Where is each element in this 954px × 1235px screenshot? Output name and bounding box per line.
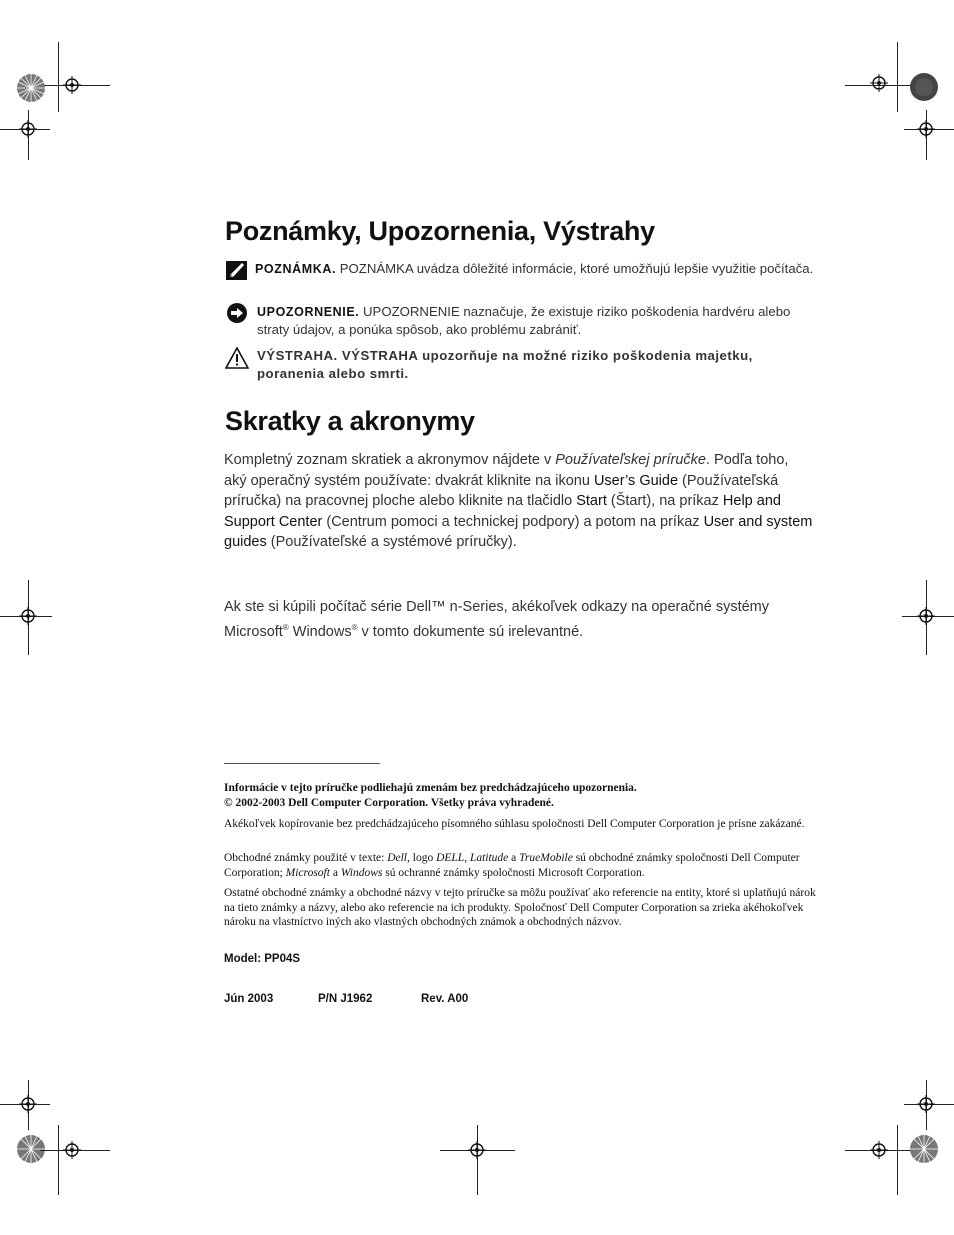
crop-line [897, 1125, 898, 1195]
trademark-name: Dell [387, 852, 407, 864]
trademark-text: sú obchodné známky spoločnosti Dell Computer Corporation; [224, 852, 800, 879]
change-notice: Informácie v tejto príručke podliehajú zmenám bez predchádzajúceho upozornenia. [224, 782, 637, 794]
abbrev-text: Kompletný zoznam skratiek a akronymov nájdete v [224, 452, 556, 468]
footnote-separator [224, 763, 380, 764]
trademark-text: sú ochranné známky spoločnosti Microsoft Corporation. [382, 866, 645, 879]
trademark-text: a [508, 852, 520, 864]
nseries-text: Ak ste si kúpili počítač série Dell™ n-Series, akékoľvek odkazy na operačné systémy Microsoft [224, 599, 769, 640]
trademark-name: DELL [436, 852, 465, 864]
trademark-text: , [464, 852, 470, 864]
registration-crosshair-icon [63, 1141, 81, 1159]
note-label: POZNÁMKA. [255, 262, 337, 276]
crop-line [58, 42, 59, 112]
nseries-text: v tomto dokumente sú irelevantné. [357, 623, 584, 640]
registration-crosshair-icon [19, 607, 37, 625]
crop-line [477, 1125, 478, 1195]
other-trademarks-notice: Ostatné obchodné známky a obchodné názvy v tejto príručke sa môžu používať ako referencie na entity, ktoré si uplatňujú nárok na tieto známky a názvy, alebo ako referencie na ich produkty. Spoločnosť Dell Computer Corporation sa zrieka akéhokoľvek nároku na vlastníctvo iných ako vlastných obchodných známok a obchodných názvov. [224, 887, 816, 928]
publication-date: Jún 2003 [224, 993, 274, 1005]
registration-crosshair-icon [19, 120, 37, 138]
registration-crosshair-icon [917, 607, 935, 625]
nseries-text: Windows [288, 623, 352, 640]
trademark-text: , logo [407, 852, 437, 864]
model-number: Model: PP04S [224, 953, 301, 965]
warning-notice [225, 347, 825, 387]
help-center-label: Help and Support Center [224, 493, 781, 530]
trademark-name: Latitude [469, 852, 509, 864]
users-guide-label: User’s Guide [593, 472, 679, 489]
warning-label: VÝSTRAHA. [257, 348, 338, 363]
note-text: POZNÁMKA uvádza dôležité informácie, ktoré umožňujú lepšie využitie počítača. [336, 261, 814, 276]
trademark-name: TrueMobile [519, 852, 573, 864]
registration-crosshair-icon [870, 74, 888, 92]
registration-rosette-icon [16, 1134, 46, 1164]
start-label: Start [576, 493, 607, 509]
abbrev-text: (Používateľské a systémové príručky). [266, 534, 517, 550]
registration-crosshair-icon [468, 1141, 486, 1159]
copyright-line: © 2002-2003 Dell Computer Corporation. Všetky práva vyhradené. [224, 797, 554, 809]
copy-restriction: Akékoľvek kopírovanie bez predchádzajúceho písomného súhlasu spoločnosti Dell Computer Corporation je prísne zakázané. [224, 818, 805, 830]
abbrev-text: (Štart), na príkaz [606, 493, 723, 509]
crop-line [897, 42, 898, 112]
registration-crosshair-icon [19, 1095, 37, 1113]
registered-mark: ® [351, 622, 358, 632]
trademark-name: Windows [340, 866, 383, 879]
caution-label: UPOZORNENIE. [257, 305, 360, 319]
registration-crosshair-icon [917, 120, 935, 138]
notes-heading: Poznámky, Upozornenia, Výstrahy [225, 216, 655, 246]
abbrev-heading: Skratky a akronymy [225, 406, 475, 436]
abbrev-paragraph [224, 450, 814, 553]
registration-rosette-icon [16, 73, 46, 103]
crop-line [58, 1125, 59, 1195]
caution-text: UPOZORNENIE naznačuje, že existuje riziko poškodenia hardvéru alebo straty údajov, a ponúka spôsob, ako problému zabrániť. [257, 304, 791, 337]
abbrev-text: . Podľa toho, aký operačný systém používate: dvakrát kliknite na ikonu [224, 452, 789, 489]
registration-crosshair-icon [63, 76, 81, 94]
registration-crosshair-icon [917, 1095, 935, 1113]
caution-arrow-icon [225, 303, 249, 325]
registration-rosette-icon [909, 1134, 939, 1164]
trademark-name: Microsoft [285, 866, 330, 879]
part-number: P/N J1962 [318, 993, 373, 1005]
guide-title: Používateľskej príručke [555, 452, 706, 468]
abbrev-text: (Centrum pomoci a technickej podpory) a potom na príkaz [322, 513, 704, 530]
nseries-paragraph [224, 597, 784, 642]
registered-mark: ® [282, 622, 289, 632]
note-pencil-icon [225, 260, 249, 282]
user-system-guides-label: User and system guides [224, 513, 813, 550]
note-notice [225, 260, 825, 296]
trademark-text: a [329, 866, 341, 879]
revision: Rev. A00 [421, 993, 469, 1005]
caution-notice [225, 303, 825, 343]
trademark-text: Obchodné známky použité v texte: [224, 852, 388, 864]
warning-triangle-icon [225, 347, 249, 369]
registration-rosette-icon [909, 72, 939, 102]
trademark-notice [224, 851, 816, 880]
registration-crosshair-icon [870, 1141, 888, 1159]
warning-text: VÝSTRAHA upozorňuje na možné riziko poškodenia majetku, poranenia alebo smrti. [257, 348, 753, 381]
abbrev-text: (Používateľská príručka) na pracovnej ploche alebo kliknite na tlačidlo [224, 472, 779, 509]
